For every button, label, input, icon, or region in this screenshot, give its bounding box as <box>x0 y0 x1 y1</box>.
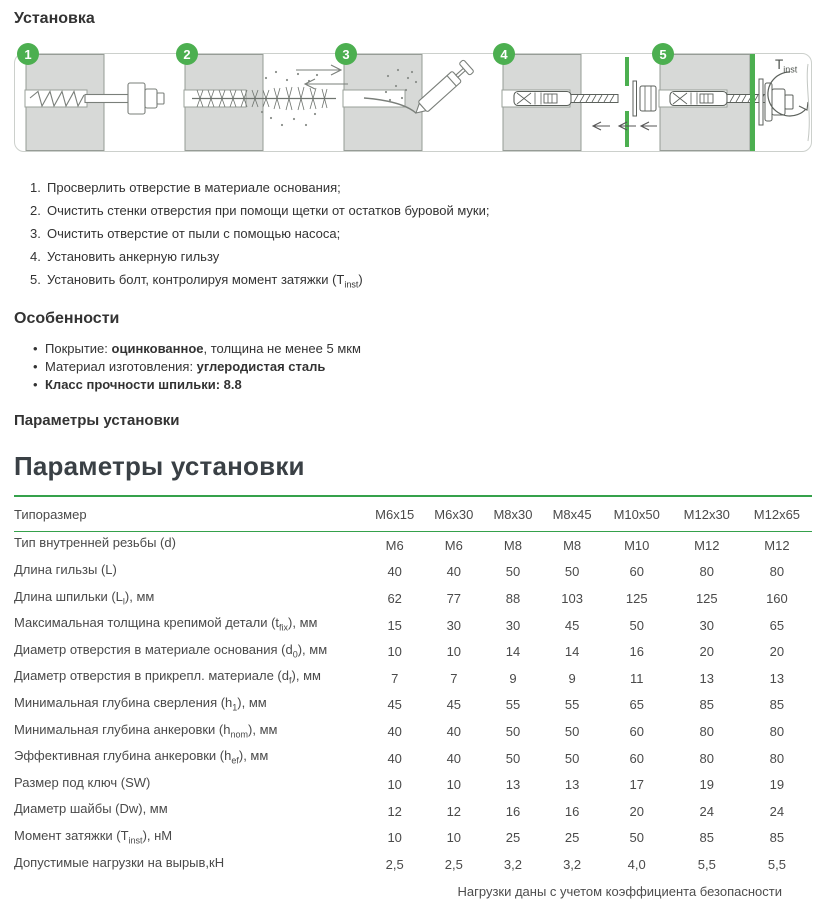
installation-step <box>30 271 812 294</box>
table-cell-value: 3,2 <box>503 856 522 872</box>
row-label-post: ), мм <box>248 721 278 737</box>
table-cell-value: 85 <box>769 830 785 846</box>
table-cell-value: 80 <box>699 750 715 766</box>
table-cell-value: 12 <box>387 803 402 819</box>
table-cell-value: 9 <box>509 670 517 686</box>
row-label-text: Длина шпильки (L <box>14 588 123 604</box>
table-header-size: M8x30 <box>483 496 542 532</box>
table-cell-value: 10 <box>446 777 462 793</box>
row-label-post: ), мм <box>297 641 328 657</box>
table-cell-value: 5,5 <box>697 856 716 872</box>
table-cell-value: 25 <box>564 830 580 846</box>
table-cell-value: M6 <box>444 537 463 553</box>
table-row-label <box>14 772 365 799</box>
table-row-label <box>14 586 365 613</box>
table-cell-value: 50 <box>505 723 521 739</box>
row-label-post: ), мм <box>124 588 155 604</box>
table-row-label <box>14 719 365 746</box>
table-cell-value: 15 <box>387 617 402 633</box>
torque-label-text: T <box>775 57 784 72</box>
step-number-badge: 2 <box>176 43 198 65</box>
row-label-sub: 1 <box>232 702 238 713</box>
table-cell-value: 40 <box>387 723 402 739</box>
step-text-sub: inst <box>344 279 359 290</box>
table-cell-value: 19 <box>699 777 715 793</box>
step-text: Установить болт, контролируя момент затяжки (T <box>47 272 345 288</box>
table-row <box>14 719 812 746</box>
table-row <box>14 745 812 772</box>
table-header-size: M12x30 <box>672 496 742 532</box>
table-row-label <box>14 639 365 666</box>
table-cell-value: 13 <box>564 777 580 793</box>
table-cell-value: 50 <box>564 723 580 739</box>
table-cell-value: 19 <box>769 777 785 793</box>
table-cell-value: 50 <box>505 750 521 766</box>
table-header-size: M10x50 <box>602 496 672 532</box>
table-row-label <box>14 745 365 772</box>
table-cell-value: 60 <box>629 750 644 766</box>
installation-step <box>30 225 812 248</box>
table-cell-value: 20 <box>629 803 644 819</box>
table-cell-value: 2,5 <box>444 856 463 872</box>
row-label-sub: fix <box>279 622 289 633</box>
row-label-text: Диаметр отверстия в материале основания (d <box>14 641 293 657</box>
table-cell-value: 55 <box>505 697 521 713</box>
table-cell-value: 30 <box>505 617 521 633</box>
table-row <box>14 559 812 586</box>
row-label-text: Допустимые нагрузки на вырыв,кН <box>14 854 225 870</box>
step-number-badge: 1 <box>17 43 39 65</box>
installation-title: Установка <box>14 10 95 27</box>
table-cell-value: 60 <box>629 723 644 739</box>
table-cell-value: 65 <box>769 617 785 633</box>
table-cell-value: 60 <box>629 564 644 580</box>
table-cell-value: 50 <box>564 564 580 580</box>
table-cell-value: 16 <box>564 803 580 819</box>
table-body <box>14 532 812 878</box>
installation-diagram-art <box>14 54 822 151</box>
table-cell-value: 85 <box>769 697 785 713</box>
table-row-label <box>14 559 365 586</box>
step-text: Очистить отверстие от пыли с помощью насоса; <box>47 226 341 242</box>
table-cell-value: 50 <box>564 750 580 766</box>
table-row <box>14 665 812 692</box>
table-cell-value: 7 <box>450 670 458 686</box>
feature-text-bold: Класс прочности шпильки: 8.8 <box>45 377 242 393</box>
table-cell-value: 16 <box>629 644 644 660</box>
installation-steps-list <box>30 179 812 294</box>
installation-step <box>30 179 812 202</box>
table-row-label <box>14 612 365 639</box>
row-label-sub: ef <box>231 755 239 766</box>
row-label-sub: f <box>289 676 292 687</box>
feature-item <box>45 376 812 394</box>
row-label-post: ), мм <box>238 748 269 764</box>
table-row <box>14 612 812 639</box>
params-section-title: Параметры установки <box>14 412 180 430</box>
features-title: Особенности <box>14 310 120 328</box>
table-row <box>14 532 812 559</box>
table-cell-value: 7 <box>391 670 399 686</box>
installation-step <box>30 248 812 271</box>
row-label-post: ), мм <box>291 668 321 684</box>
table-row-label <box>14 798 365 825</box>
table-header-size: M8x45 <box>543 496 602 532</box>
torque-label <box>775 57 797 75</box>
feature-text: Материал изготовления: <box>45 359 197 375</box>
table-cell-value: 40 <box>446 564 462 580</box>
table-cell-value: 77 <box>446 590 462 606</box>
table-cell-value: M12 <box>694 537 720 553</box>
table-cell-value: 40 <box>387 750 402 766</box>
table-cell-value: 14 <box>564 644 580 660</box>
table-cell-value: 50 <box>629 830 644 846</box>
table-cell-value: 3,2 <box>563 856 582 872</box>
table-cell-value: 55 <box>564 697 580 713</box>
installation-parameters-table <box>14 495 812 878</box>
table-footnote: Нагрузки даны с учетом коэффициента безопасности <box>457 884 782 899</box>
table-row-label <box>14 532 365 559</box>
table-cell-value: 80 <box>769 750 785 766</box>
installation-step <box>30 202 812 225</box>
table-cell-value: 20 <box>769 644 785 660</box>
step-text-post: ) <box>358 272 363 288</box>
row-label-sub: l <box>122 596 125 607</box>
row-label-sub: 0 <box>292 649 298 660</box>
row-label-text: Эффективная глубина анкеровки (h <box>14 748 232 764</box>
step-number: 1. <box>30 180 41 195</box>
row-label-text: Максимальная толщина крепимой детали (t <box>14 615 280 631</box>
table-cell-value: 40 <box>446 723 462 739</box>
table-cell-value: M8 <box>563 537 582 553</box>
table-cell-value: M6 <box>385 537 404 553</box>
table-cell-value: 12 <box>446 803 462 819</box>
table-row-label <box>14 692 365 719</box>
table-cell-value: 24 <box>699 803 715 819</box>
step-number-badge: 3 <box>335 43 357 65</box>
table-cell-value: 11 <box>629 670 644 686</box>
row-label-post: ), нМ <box>142 828 173 843</box>
row-label-sub: inst <box>128 835 143 846</box>
feature-text-bold: углеродистая сталь <box>196 359 326 375</box>
row-label-post: ), мм <box>288 615 318 631</box>
table-row-label <box>14 852 365 879</box>
row-label-text: Момент затяжки (T <box>14 828 129 843</box>
table-cell-value: 80 <box>769 564 785 580</box>
row-label-text: Минимальная глубина сверления (h <box>14 695 233 711</box>
table-row <box>14 772 812 799</box>
table-header-size: M12x65 <box>742 496 812 532</box>
table-cell-value: 80 <box>769 723 785 739</box>
row-label-text: Минимальная глубина анкеровки (h <box>14 721 231 737</box>
table-cell-value: 17 <box>629 777 644 793</box>
step-number-badge: 5 <box>652 43 674 65</box>
table-cell-value: 50 <box>629 617 644 633</box>
table-header-size: M6x30 <box>424 496 483 532</box>
torque-label-sub: inst <box>783 64 798 75</box>
params-table-title: Параметры установки <box>14 451 305 482</box>
table-row <box>14 825 812 852</box>
installation-diagram <box>14 46 812 152</box>
table-cell-value: 45 <box>446 697 462 713</box>
table-cell-value: 40 <box>446 750 462 766</box>
table-cell-value: 10 <box>446 830 462 846</box>
table-cell-value: 80 <box>699 564 715 580</box>
table-cell-value: 45 <box>387 697 402 713</box>
feature-item <box>45 358 812 376</box>
table-row <box>14 586 812 613</box>
table-cell-value: 10 <box>387 644 402 660</box>
table-cell-value: 10 <box>387 777 402 793</box>
feature-item <box>45 340 812 358</box>
step-number: 4. <box>30 249 41 265</box>
table-cell-value: 40 <box>387 564 402 580</box>
table-cell-value: 10 <box>446 644 462 660</box>
table-row <box>14 852 812 879</box>
table-cell-value: 62 <box>387 590 402 606</box>
step-text: Очистить стенки отверстия при помощи щетки от остатков буровой муки; <box>47 203 490 219</box>
table-cell-value: M10 <box>624 537 650 553</box>
row-label-post: ), мм <box>237 695 267 711</box>
table-cell-value: 88 <box>505 590 521 606</box>
table-cell-value: 125 <box>625 590 648 606</box>
row-label-text: Размер под ключ (SW) <box>14 774 151 790</box>
table-cell-value: 25 <box>505 830 521 846</box>
feature-text: Покрытие: <box>45 341 112 357</box>
table-cell-value: 10 <box>387 830 402 846</box>
table-cell-value: 4,0 <box>627 856 646 872</box>
table-row <box>14 798 812 825</box>
row-label-text: Диаметр отверстия в прикрепл. материале (d <box>14 668 289 684</box>
table-row <box>14 692 812 719</box>
table-cell-value: 13 <box>769 670 785 686</box>
row-label-text: Длина гильзы (L) <box>14 562 117 578</box>
table-cell-value: 9 <box>568 670 576 686</box>
feature-text-post: , толщина не менее 5 мкм <box>203 341 361 357</box>
table-cell-value: 2,5 <box>385 856 404 872</box>
table-header-size: M6x15 <box>365 496 424 532</box>
table-row-label <box>14 825 365 852</box>
table-cell-value: 50 <box>505 564 521 580</box>
table-cell-value: 13 <box>699 670 715 686</box>
table-cell-value: 103 <box>561 590 583 606</box>
step-text: Просверлить отверстие в материале основания; <box>47 180 341 195</box>
row-label-text: Тип внутренней резьбы (d) <box>14 535 176 551</box>
table-cell-value: M8 <box>503 537 522 553</box>
step-text: Установить анкерную гильзу <box>47 249 220 265</box>
table-cell-value: 160 <box>766 590 788 606</box>
table-cell-value: 16 <box>505 803 521 819</box>
table-cell-value: M12 <box>764 537 790 553</box>
table-cell-value: 20 <box>699 644 715 660</box>
table-cell-value: 45 <box>564 617 580 633</box>
table-header-row <box>14 496 812 532</box>
table-cell-value: 30 <box>446 617 462 633</box>
table-header-label: Типоразмер <box>14 496 365 532</box>
table-cell-value: 65 <box>629 697 644 713</box>
row-label-sub: nom <box>230 729 249 740</box>
table-row-label <box>14 665 365 692</box>
table-cell-value: 5,5 <box>767 856 786 872</box>
row-label-text: Диаметр шайбы (Dw), мм <box>14 801 168 817</box>
table-cell-value: 24 <box>769 803 785 819</box>
step-number: 2. <box>30 203 41 219</box>
table-cell-value: 80 <box>699 723 715 739</box>
step-number: 3. <box>30 226 41 242</box>
table-row <box>14 639 812 666</box>
step-number: 5. <box>30 272 41 288</box>
features-list <box>45 340 812 394</box>
table-cell-value: 30 <box>699 617 715 633</box>
feature-text-bold: оцинкованное <box>111 341 204 357</box>
table-cell-value: 13 <box>505 777 521 793</box>
step-number-badge: 4 <box>493 43 515 65</box>
table-cell-value: 14 <box>505 644 521 660</box>
table-cell-value: 125 <box>695 590 718 606</box>
table-cell-value: 85 <box>699 697 715 713</box>
table-cell-value: 85 <box>699 830 715 846</box>
